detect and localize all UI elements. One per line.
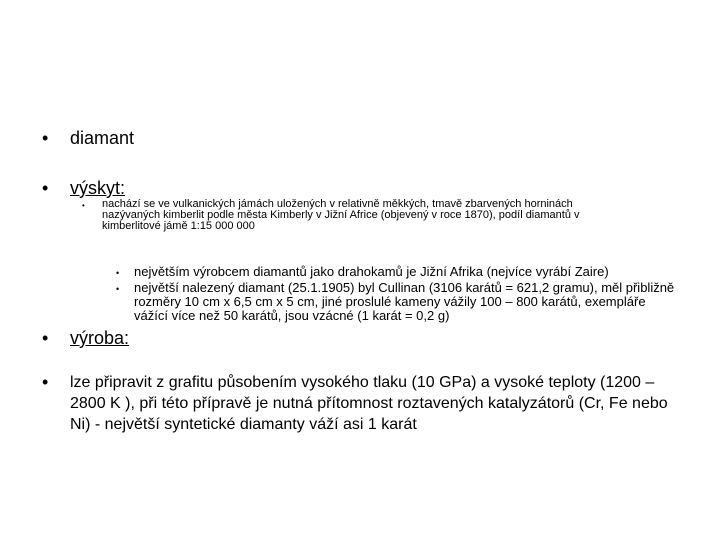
item-vyroba-heading: výroba: [70, 328, 130, 348]
bullet-vyroba: • [42, 328, 49, 348]
sub-item-largest-diamond: největší nalezený diamant (25.1.1905) byl Cullinan (3106 karátů = 621,2 gramu), měl přibližně rozměry 10 cm x 6,5 cm x 5 cm, jiné proslulé kameny vážily 100 – 800 karátů, exempláře vážící více než 50 karátů, jsou vzácné (1 karát = 0,2 g) [134, 280, 675, 323]
vyroba-description: lze připravit z grafitu působením vysokého tlaku (10 GPa) a vysoké teploty (1200 – 2800 K ), při této přípravě je nutná přítomnost roztavených katalyzátorů (Cr, Fe nebo Ni) - největší syntetické diamanty váží asi 1 karát [70, 374, 668, 433]
item-diamant: diamant [70, 128, 135, 148]
bullet-vyroba-text: • [42, 372, 49, 392]
bullet-sub-item-2: • [116, 284, 120, 294]
bullet-diamant: • [42, 128, 49, 148]
vyskyt-description: nachází se ve vulkanických jámách uložených v relativně měkkých, tmavě zbarvených horninách nazývaných kimberlit podle města Kimberly v Jižní Africe (objevený v roce 1870), podíl diamantů v kimberlitové jámě 1:15 000 000 [102, 198, 580, 232]
bullet-vyskyt: • [42, 178, 49, 198]
bullet-sub-item-1: • [116, 268, 120, 278]
item-vyskyt-heading: výskyt: [70, 178, 126, 198]
bullet-vyskyt-text: • [82, 201, 85, 210]
sub-item-producers: největším výrobcem diamantů jako drahokamů je Jižní Afrika (nejvíce vyrábí Zaire) [134, 264, 609, 279]
